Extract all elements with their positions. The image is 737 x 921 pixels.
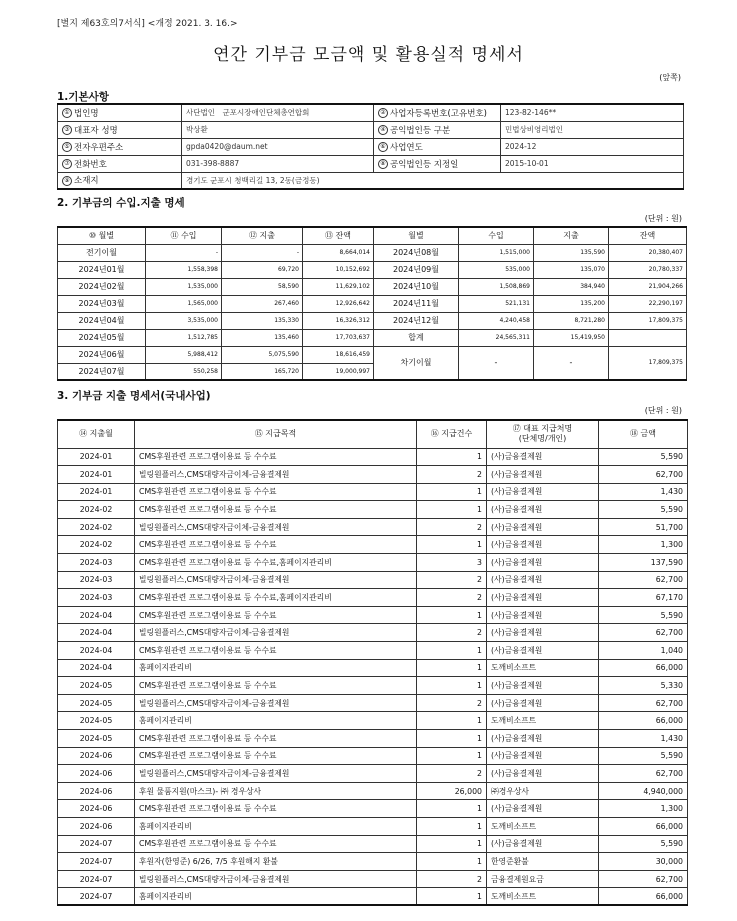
circled-number: ③ (62, 125, 72, 135)
count-cell: 1 (417, 800, 487, 818)
purpose-cell: 후원자(한영준) 6/26, 7/5 후원해지 환불 (135, 853, 417, 871)
spend-month-cell: 2024-02 (58, 501, 135, 519)
circled-number: ⑥ (378, 142, 388, 152)
payee-cell: (사)금융결제원 (487, 448, 599, 466)
income-cell: 5,988,412 (146, 346, 222, 363)
purpose-cell: 빌링원플러스,CMS대량자금이체-금융결제원 (135, 518, 417, 536)
balance-cell: 17,809,375 (609, 312, 687, 329)
payee-cell: 금융결제원요금 (487, 870, 599, 888)
count-cell: 1 (417, 448, 487, 466)
spending-row (58, 589, 688, 607)
income-cell: 24,565,311 (459, 329, 534, 346)
carry-balance: 17,809,375 (609, 346, 687, 380)
expense-cell: 135,070 (534, 261, 609, 278)
month-cell: 2024년10월 (374, 278, 459, 295)
payee-cell: (사)금융결제원 (487, 501, 599, 519)
income-cell: 521,131 (459, 295, 534, 312)
month-cell: 2024년02월 (58, 278, 146, 295)
spending-row (58, 448, 688, 466)
circled-number: ⑤ (62, 142, 72, 152)
amount-cell: 62,700 (599, 765, 688, 783)
payee-cell: (사)금융결제원 (487, 466, 599, 484)
purpose-cell: CMS후원관련 프로그램이용료 등 수수료 (135, 536, 417, 554)
field-label (58, 138, 182, 155)
spending-row (58, 835, 688, 853)
spending-row (58, 606, 688, 624)
field-label (374, 155, 501, 172)
spending-row (58, 853, 688, 871)
count-cell: 1 (417, 730, 487, 748)
payee-cell: (사)금융결제원 (487, 571, 599, 589)
income-expense-header (58, 227, 687, 244)
col-balance: ⑬ 잔액 (303, 227, 374, 244)
spend-month-cell: 2024-07 (58, 835, 135, 853)
month-cell: 전기이월 (58, 244, 146, 261)
spend-month-cell: 2024-03 (58, 589, 135, 607)
purpose-cell: CMS후원관련 프로그램이용료 등 수수료 (135, 747, 417, 765)
document-title: 연간 기부금 모금액 및 활용실적 명세서 (213, 45, 524, 65)
col-expense2: 지출 (534, 227, 609, 244)
balance-cell: 20,380,407 (609, 244, 687, 261)
payee-cell: (사)금융결제원 (487, 677, 599, 695)
purpose-cell: 홈페이지관리비 (135, 712, 417, 730)
label-text: 전자우편주소 (74, 142, 124, 153)
amount-cell: 1,300 (599, 536, 688, 554)
count-cell: 2 (417, 694, 487, 712)
count-cell: 1 (417, 747, 487, 765)
month-cell: 2024년11월 (374, 295, 459, 312)
balance-cell: 16,326,312 (303, 312, 374, 329)
balance-cell: 21,904,266 (609, 278, 687, 295)
purpose-cell: CMS후원관련 프로그램이용료 등 수수료 (135, 483, 417, 501)
month-cell: 2024년05월 (58, 329, 146, 346)
payee-cell: (사)금융결제원 (487, 800, 599, 818)
balance-cell: 8,664,014 (303, 244, 374, 261)
spending-row (58, 782, 688, 800)
count-cell: 2 (417, 518, 487, 536)
expense-cell: 267,460 (222, 295, 303, 312)
count-cell: 1 (417, 642, 487, 660)
amount-cell: 62,700 (599, 624, 688, 642)
circled-number: ⑧ (378, 159, 388, 169)
purpose-cell: CMS후원관련 프로그램이용료 등 수수료 (135, 642, 417, 660)
expense-cell: 135,200 (534, 295, 609, 312)
form-number: [별지 제63호의7서식] <개정 2021. 3. 16.> (57, 19, 238, 29)
payee-header-line1: ⑰ 대표 지급처명 (512, 424, 573, 434)
amount-cell: 62,700 (599, 466, 688, 484)
field-label (58, 121, 182, 138)
spend-month-cell: 2024-04 (58, 659, 135, 677)
circled-number: ⑦ (62, 159, 72, 169)
spend-month-cell: 2024-07 (58, 870, 135, 888)
field-value: 2015-10-01 (501, 155, 684, 172)
spending-row (58, 800, 688, 818)
spend-month-cell: 2024-03 (58, 554, 135, 572)
payee-cell: (사)금융결제원 (487, 536, 599, 554)
month-cell: 2024년09월 (374, 261, 459, 278)
purpose-cell: 홈페이지관리비 (135, 888, 417, 906)
spending-row (58, 730, 688, 748)
count-cell: 2 (417, 870, 487, 888)
spending-row (58, 817, 688, 835)
expense-cell: 135,590 (534, 244, 609, 261)
income-cell: 3,535,000 (146, 312, 222, 329)
count-cell: 1 (417, 659, 487, 677)
count-cell: 1 (417, 888, 487, 906)
section1-title: 1.기본사항 (57, 91, 109, 103)
spend-month-cell: 2024-07 (58, 853, 135, 871)
col-amount: ⑱ 금액 (599, 420, 688, 448)
count-cell: 1 (417, 606, 487, 624)
amount-cell: 137,590 (599, 554, 688, 572)
payee-cell: (사)금융결제원 (487, 624, 599, 642)
expense-cell: 384,940 (534, 278, 609, 295)
expense-cell: 58,590 (222, 278, 303, 295)
month-cell: 2024년03월 (58, 295, 146, 312)
purpose-cell: CMS후원관련 프로그램이용료 등 수수료 (135, 835, 417, 853)
expense-cell: 15,419,950 (534, 329, 609, 346)
amount-cell: 5,590 (599, 747, 688, 765)
balance-cell: 20,780,337 (609, 261, 687, 278)
count-cell: 1 (417, 853, 487, 871)
payee-cell: 도깨비소프트 (487, 659, 599, 677)
carry-label: 차기이월 (374, 346, 459, 380)
amount-cell: 66,000 (599, 888, 688, 906)
amount-cell: 62,700 (599, 571, 688, 589)
amount-cell: 62,700 (599, 870, 688, 888)
address-value: 경기도 군포시 청백리길 13, 2동(금정동) (182, 172, 684, 189)
purpose-cell: 빌링원플러스,CMS대량자금이체-금융결제원 (135, 466, 417, 484)
label-text: 대표자 성명 (74, 125, 118, 136)
payee-cell: 도깨비소프트 (487, 712, 599, 730)
spending-row (58, 677, 688, 695)
field-value: 2024-12 (501, 138, 684, 155)
income-cell: 1,515,000 (459, 244, 534, 261)
col-income2: 수입 (459, 227, 534, 244)
spend-month-cell: 2024-06 (58, 800, 135, 818)
income-expense-row (58, 278, 687, 295)
balance-cell: 10,152,692 (303, 261, 374, 278)
purpose-cell: 홈페이지관리비 (135, 817, 417, 835)
spending-row (58, 712, 688, 730)
col-income: ⑪ 수입 (146, 227, 222, 244)
label-text: 사업연도 (390, 142, 423, 153)
section3-unit: (단위 : 원) (644, 406, 682, 415)
balance-cell: 17,703,637 (303, 329, 374, 346)
income-cell: 1,508,869 (459, 278, 534, 295)
amount-cell: 1,430 (599, 730, 688, 748)
field-label (374, 138, 501, 155)
balance-cell: 11,629,102 (303, 278, 374, 295)
label-text: 소재지 (74, 176, 99, 187)
spend-month-cell: 2024-03 (58, 571, 135, 589)
col-count: ⑯ 지급건수 (417, 420, 487, 448)
income-cell: 1,535,000 (146, 278, 222, 295)
payee-cell: 도깨비소프트 (487, 888, 599, 906)
spend-month-cell: 2024-06 (58, 782, 135, 800)
payee-cell: (사)금융결제원 (487, 606, 599, 624)
spending-row (58, 518, 688, 536)
col-expense: ⑫ 지출 (222, 227, 303, 244)
income-expense-row (58, 312, 687, 329)
income-expense-row (58, 346, 687, 363)
basic-info-row (58, 121, 684, 138)
month-cell: 2024년12월 (374, 312, 459, 329)
spend-month-cell: 2024-04 (58, 642, 135, 660)
carry-expense: - (534, 346, 609, 380)
income-cell: 535,000 (459, 261, 534, 278)
expense-cell: 135,460 (222, 329, 303, 346)
balance-cell (609, 329, 687, 346)
balance-cell: 12,926,642 (303, 295, 374, 312)
spend-month-cell: 2024-05 (58, 677, 135, 695)
payee-cell: (사)금융결제원 (487, 554, 599, 572)
expense-cell: 135,330 (222, 312, 303, 329)
income-expense-row (58, 261, 687, 278)
amount-cell: 66,000 (599, 817, 688, 835)
spend-month-cell: 2024-06 (58, 817, 135, 835)
col-purpose: ⑮ 지급목적 (135, 420, 417, 448)
field-label (374, 121, 501, 138)
count-cell: 1 (417, 536, 487, 554)
field-label (58, 172, 182, 189)
month-cell: 합계 (374, 329, 459, 346)
spend-month-cell: 2024-06 (58, 747, 135, 765)
amount-cell: 30,000 (599, 853, 688, 871)
amount-cell: 62,700 (599, 694, 688, 712)
count-cell: 1 (417, 501, 487, 519)
income-expense-row (58, 329, 687, 346)
expense-cell: 8,721,280 (534, 312, 609, 329)
field-value: 박상환 (182, 121, 374, 138)
spending-row (58, 870, 688, 888)
purpose-cell: CMS후원관련 프로그램이용료 등 수수료 (135, 501, 417, 519)
spend-month-cell: 2024-07 (58, 888, 135, 906)
month-cell: 2024년07월 (58, 363, 146, 380)
amount-cell: 5,590 (599, 448, 688, 466)
purpose-cell: 빌링원플러스,CMS대량자금이체-금융결제원 (135, 694, 417, 712)
month-cell: 2024년08월 (374, 244, 459, 261)
label-text: 법인명 (74, 108, 99, 119)
payee-cell: (사)금융결제원 (487, 747, 599, 765)
spending-row (58, 466, 688, 484)
expense-cell: 165,720 (222, 363, 303, 380)
amount-cell: 51,700 (599, 518, 688, 536)
field-label (374, 104, 501, 121)
balance-cell: 19,000,997 (303, 363, 374, 380)
payee-cell: (사)금융결제원 (487, 589, 599, 607)
section2-unit: (단위 : 원) (644, 214, 682, 223)
spending-row (58, 659, 688, 677)
income-expense-row (58, 244, 687, 261)
payee-cell: (사)금융결제원 (487, 483, 599, 501)
amount-cell: 4,940,000 (599, 782, 688, 800)
purpose-cell: 빌링원플러스,CMS대량자금이체-금융결제원 (135, 765, 417, 783)
field-value: 031-398-8887 (182, 155, 374, 172)
payee-cell: ㈜경우상사 (487, 782, 599, 800)
month-cell: 2024년01월 (58, 261, 146, 278)
count-cell: 1 (417, 712, 487, 730)
col-balance2: 잔액 (609, 227, 687, 244)
spending-row (58, 571, 688, 589)
field-value: 민법상비영리법인 (501, 121, 684, 138)
purpose-cell: CMS후원관련 프로그램이용료 등 수수료,홈페이지관리비 (135, 589, 417, 607)
basic-info-row (58, 155, 684, 172)
spending-row (58, 694, 688, 712)
spend-month-cell: 2024-06 (58, 765, 135, 783)
section3-title: 3. 기부금 지출 명세서(국내사업) (57, 390, 211, 402)
payee-cell: (사)금융결제원 (487, 765, 599, 783)
expense-cell: 69,720 (222, 261, 303, 278)
spend-month-cell: 2024-04 (58, 624, 135, 642)
spend-month-cell: 2024-02 (58, 518, 135, 536)
payee-cell: (사)금융결제원 (487, 694, 599, 712)
spend-month-cell: 2024-05 (58, 694, 135, 712)
count-cell: 2 (417, 589, 487, 607)
purpose-cell: 빌링원플러스,CMS대량자금이체-금융결제원 (135, 870, 417, 888)
circled-number: ⑨ (62, 176, 72, 186)
spending-header (58, 420, 688, 448)
purpose-cell: 후원 물품지원(마스크)- ㈜ 경우상사 (135, 782, 417, 800)
spending-row (58, 501, 688, 519)
basic-info-table (57, 103, 684, 190)
income-cell: - (146, 244, 222, 261)
count-cell: 3 (417, 554, 487, 572)
section2-title: 2. 기부금의 수입.지출 명세 (57, 197, 185, 209)
purpose-cell: 빌링원플러스,CMS대량자금이체-금융결제원 (135, 571, 417, 589)
field-value: 사단법인 군포시장애인단체총연합회 (182, 104, 374, 121)
payee-cell: 도깨비소프트 (487, 817, 599, 835)
circled-number: ② (378, 108, 388, 118)
balance-cell: 22,290,197 (609, 295, 687, 312)
spending-row (58, 554, 688, 572)
spending-row (58, 624, 688, 642)
income-cell: 4,240,458 (459, 312, 534, 329)
purpose-cell: CMS후원관련 프로그램이용료 등 수수료 (135, 606, 417, 624)
count-cell: 2 (417, 765, 487, 783)
circled-number: ① (62, 108, 72, 118)
spend-month-cell: 2024-01 (58, 466, 135, 484)
month-cell: 2024년04월 (58, 312, 146, 329)
payee-header-line2: (단체명/개인) (518, 434, 567, 444)
income-cell: 550,258 (146, 363, 222, 380)
count-cell: 1 (417, 677, 487, 695)
amount-cell: 5,590 (599, 501, 688, 519)
amount-cell: 67,170 (599, 589, 688, 607)
amount-cell: 66,000 (599, 712, 688, 730)
spending-row (58, 483, 688, 501)
payee-cell: (사)금융결제원 (487, 835, 599, 853)
expense-cell: - (222, 244, 303, 261)
purpose-cell: 홈페이지관리비 (135, 659, 417, 677)
count-cell: 2 (417, 571, 487, 589)
spend-month-cell: 2024-01 (58, 483, 135, 501)
spend-month-cell: 2024-05 (58, 712, 135, 730)
payee-cell: (사)금융결제원 (487, 518, 599, 536)
address-row (58, 172, 684, 189)
purpose-cell: CMS후원관련 프로그램이용료 등 수수료 (135, 448, 417, 466)
label-text: 전화번호 (74, 159, 107, 170)
month-cell: 2024년06월 (58, 346, 146, 363)
income-expense-table (57, 226, 687, 381)
count-cell: 1 (417, 817, 487, 835)
basic-info-row (58, 104, 684, 121)
spend-month-cell: 2024-04 (58, 606, 135, 624)
page-side-note: (앞쪽) (659, 73, 681, 82)
label-text: 공익법인등 지정일 (390, 159, 459, 170)
count-cell: 2 (417, 466, 487, 484)
col-month2: 월별 (374, 227, 459, 244)
basic-info-row (58, 138, 684, 155)
income-expense-row (58, 295, 687, 312)
purpose-cell: CMS후원관련 프로그램이용료 등 수수료 (135, 730, 417, 748)
spend-month-cell: 2024-01 (58, 448, 135, 466)
field-value: 123-82-146** (501, 104, 684, 121)
spending-row (58, 888, 688, 906)
count-cell: 1 (417, 835, 487, 853)
income-cell: 1,512,785 (146, 329, 222, 346)
field-value: gpda0420@daum.net (182, 138, 374, 155)
circled-number: ④ (378, 125, 388, 135)
spending-row (58, 747, 688, 765)
purpose-cell: 빌링원플러스,CMS대량자금이체-금융결제원 (135, 624, 417, 642)
count-cell: 26,000 (417, 782, 487, 800)
income-cell: 1,565,000 (146, 295, 222, 312)
field-label (58, 155, 182, 172)
col-payee (487, 420, 599, 448)
count-cell: 1 (417, 483, 487, 501)
amount-cell: 1,040 (599, 642, 688, 660)
col-month: ⑩ 월별 (58, 227, 146, 244)
donation-spending-table (57, 419, 688, 906)
count-cell: 2 (417, 624, 487, 642)
payee-cell: (사)금융결제원 (487, 730, 599, 748)
label-text: 사업자등록번호(고유번호) (390, 108, 487, 119)
purpose-cell: CMS후원관련 프로그램이용료 등 수수료 (135, 677, 417, 695)
spending-row (58, 536, 688, 554)
balance-cell: 18,616,459 (303, 346, 374, 363)
spend-month-cell: 2024-05 (58, 730, 135, 748)
payee-cell: 한영준환불 (487, 853, 599, 871)
amount-cell: 66,000 (599, 659, 688, 677)
spending-row (58, 642, 688, 660)
income-cell: 1,558,398 (146, 261, 222, 278)
spend-month-cell: 2024-02 (58, 536, 135, 554)
amount-cell: 1,300 (599, 800, 688, 818)
amount-cell: 5,330 (599, 677, 688, 695)
amount-cell: 5,590 (599, 606, 688, 624)
carry-income: - (459, 346, 534, 380)
payee-cell: (사)금융결제원 (487, 642, 599, 660)
spending-row (58, 765, 688, 783)
expense-cell: 5,075,590 (222, 346, 303, 363)
col-spend-month: ⑭ 지출월 (58, 420, 135, 448)
purpose-cell: CMS후원관련 프로그램이용료 등 수수료,홈페이지관리비 (135, 554, 417, 572)
field-label (58, 104, 182, 121)
label-text: 공익법인등 구분 (390, 125, 451, 136)
purpose-cell: CMS후원관련 프로그램이용료 등 수수료 (135, 800, 417, 818)
amount-cell: 5,590 (599, 835, 688, 853)
amount-cell: 1,430 (599, 483, 688, 501)
